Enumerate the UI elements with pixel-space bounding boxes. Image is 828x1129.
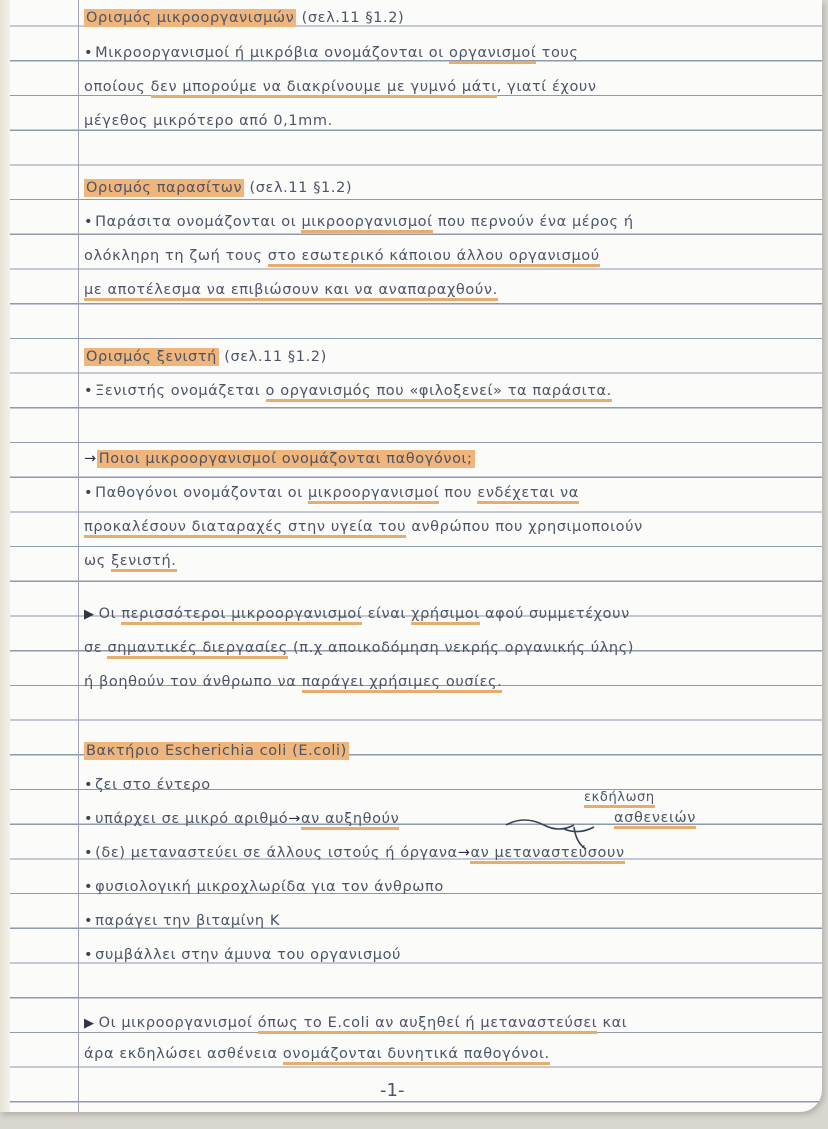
- text-line: [84, 212, 634, 232]
- arrow-icon: →: [457, 845, 471, 861]
- text: που περνούν ένα μέρος ή: [432, 214, 634, 230]
- heading-title: Ορισμός μικροοργανισμών: [86, 10, 295, 26]
- underlined-text: χρήσιμοι: [411, 606, 480, 625]
- bullet-icon: •: [84, 777, 94, 793]
- bullet-icon: •: [84, 947, 94, 963]
- text-line: [84, 672, 502, 692]
- underlined-text: ενδέχεται να: [477, 485, 579, 504]
- heading-title: Βακτήριο Escherichia coli (E.coli): [86, 743, 347, 759]
- page-reference: (σελ.11 §1.2): [301, 10, 405, 26]
- text: που: [439, 485, 478, 501]
- text-line: [84, 280, 498, 300]
- list-item: [84, 911, 280, 931]
- list-item: [84, 775, 211, 795]
- text: οποίους: [84, 79, 151, 95]
- heading-host: [84, 347, 327, 367]
- underlined-text: εκδήλωση: [584, 790, 655, 808]
- page-reference: (σελ.11 §1.2): [249, 180, 353, 196]
- text: , γιατί έχουν: [496, 79, 597, 95]
- text-line: μέγεθος μικρότερο από 0,1mm.: [84, 113, 333, 129]
- bullet-icon: •: [84, 485, 94, 501]
- underlined-text: οργανισμοί: [449, 45, 536, 64]
- text: παράγει την βιταμίνη Κ: [95, 913, 280, 929]
- text-line: [84, 381, 612, 401]
- text: (π.χ αποικοδόμηση νεκρής οργανικής ύλης): [287, 640, 635, 656]
- text-line: [84, 483, 579, 503]
- underlined-text: στο εσωτερικό κάποιου άλλου οργανισμού: [268, 248, 600, 267]
- underlined-text: μικροοργανισμοί: [301, 214, 432, 233]
- bullet-icon: •: [84, 879, 94, 895]
- bullet-icon: •: [84, 913, 94, 929]
- underlined-text: αν αυξηθούν: [301, 811, 399, 830]
- underlined-text: παράγει χρήσιμες ουσίες.: [302, 674, 503, 693]
- underlined-text: ονομάζονται δυνητικά παθογόνοι.: [283, 1046, 550, 1065]
- underlined-text: ασθενειών: [614, 810, 696, 829]
- text: Παθογόνοι ονομάζονται οι: [95, 485, 308, 501]
- text-line: [84, 604, 630, 625]
- text: υπάρχει σε μικρό αριθμό: [95, 811, 289, 827]
- arrow-icon: →: [84, 451, 97, 467]
- bullet-icon: •: [84, 214, 94, 230]
- text: Μικροοργανισμοί ή μικρόβια ονομάζονται οι: [95, 45, 449, 61]
- text: Οι: [98, 606, 122, 622]
- text: αφού συμμετέχουν: [479, 606, 630, 622]
- text-line: [84, 517, 643, 537]
- underlined-text: δεν μπορούμε να διακρίνουμε με γυμνό μάτι: [151, 79, 497, 98]
- text: (δε) μεταναστεύει σε άλλους ιστούς ή όργανα: [95, 845, 458, 861]
- heading-pathogens-question: [84, 449, 475, 469]
- bullet-icon: •: [84, 383, 94, 399]
- text: ολόκληρη τη ζωή τους: [84, 248, 268, 264]
- underlined-text: περισσότεροι μικροοργανισμοί: [121, 606, 362, 625]
- triangle-bullet-icon: ▶: [84, 1016, 95, 1031]
- heading-parasites: [84, 178, 352, 198]
- text: σε: [84, 640, 108, 656]
- heading-title: Ορισμός ξενιστή: [86, 349, 217, 365]
- text-line: [84, 1044, 550, 1064]
- page-reference: (σελ.11 §1.2): [224, 349, 327, 365]
- binding-edge: [0, 0, 10, 1112]
- text: ή βοηθούν τον άνθρωπο να: [84, 674, 302, 690]
- list-item: [84, 945, 401, 965]
- underlined-text: όπως το E.coli αν αυξηθεί ή μεταναστεύσει: [258, 1015, 598, 1034]
- text: συμβάλλει στην άμυνα του οργανισμού: [95, 947, 402, 963]
- underlined-text: με αποτέλεσμα να επιβιώσουν και να αναπαραχθούν.: [84, 282, 498, 301]
- annotation-top: [584, 790, 655, 805]
- text: άρα εκδηλώσει ασθένεια: [84, 1046, 283, 1062]
- underlined-text: ξενιστή.: [111, 553, 176, 572]
- text: φυσιολογική μικροχλωρίδα για τον άνθρωπο: [95, 879, 444, 895]
- text-line: [84, 77, 597, 97]
- annotation-bottom: [614, 810, 696, 826]
- text-line: [84, 551, 177, 571]
- bullet-icon: •: [84, 845, 94, 861]
- margin-line: [78, 0, 79, 1112]
- text: Ξενιστής ονομάζεται: [95, 383, 266, 399]
- bullet-icon: •: [84, 811, 94, 827]
- text: τους: [536, 45, 579, 61]
- text: Παράσιτα ονομάζονται οι: [95, 214, 302, 230]
- page-number: -1-: [380, 1080, 405, 1101]
- text: Οι μικροοργανισμοί: [98, 1015, 258, 1031]
- triangle-bullet-icon: ▶: [84, 607, 95, 622]
- text-line: [84, 638, 634, 658]
- underlined-text: ο οργανισμός που «φιλοξενεί» τα παράσιτα.: [266, 383, 612, 402]
- list-item: [84, 877, 444, 897]
- text: είναι: [362, 606, 412, 622]
- list-item: [84, 809, 399, 829]
- bullet-icon: •: [84, 45, 94, 61]
- brace-icon: [504, 815, 614, 855]
- text-line: [84, 246, 600, 266]
- text: ζει στο έντερο: [95, 777, 211, 793]
- heading-microorganisms: [84, 8, 404, 28]
- text-line: [84, 43, 579, 63]
- text-line: [84, 1013, 627, 1034]
- underlined-text: μικροοργανισμοί: [308, 485, 439, 504]
- text: ανθρώπου που χρησιμοποιούν: [406, 519, 643, 535]
- text: ως: [84, 553, 112, 569]
- question-text: Ποιοι μικροοργανισμοί ονομάζονται παθογόνοι;: [98, 451, 473, 467]
- underlined-text: προκαλέσουν διαταραχές στην υγεία του: [84, 519, 406, 538]
- heading-ecoli: [84, 741, 349, 761]
- heading-title: Ορισμός παρασίτων: [86, 180, 243, 196]
- underlined-text: σημαντικές διεργασίες: [107, 640, 287, 659]
- underlined-text: αν μεταναστεύσουν: [470, 845, 624, 864]
- text: και: [597, 1015, 628, 1031]
- arrow-icon: →: [288, 811, 301, 827]
